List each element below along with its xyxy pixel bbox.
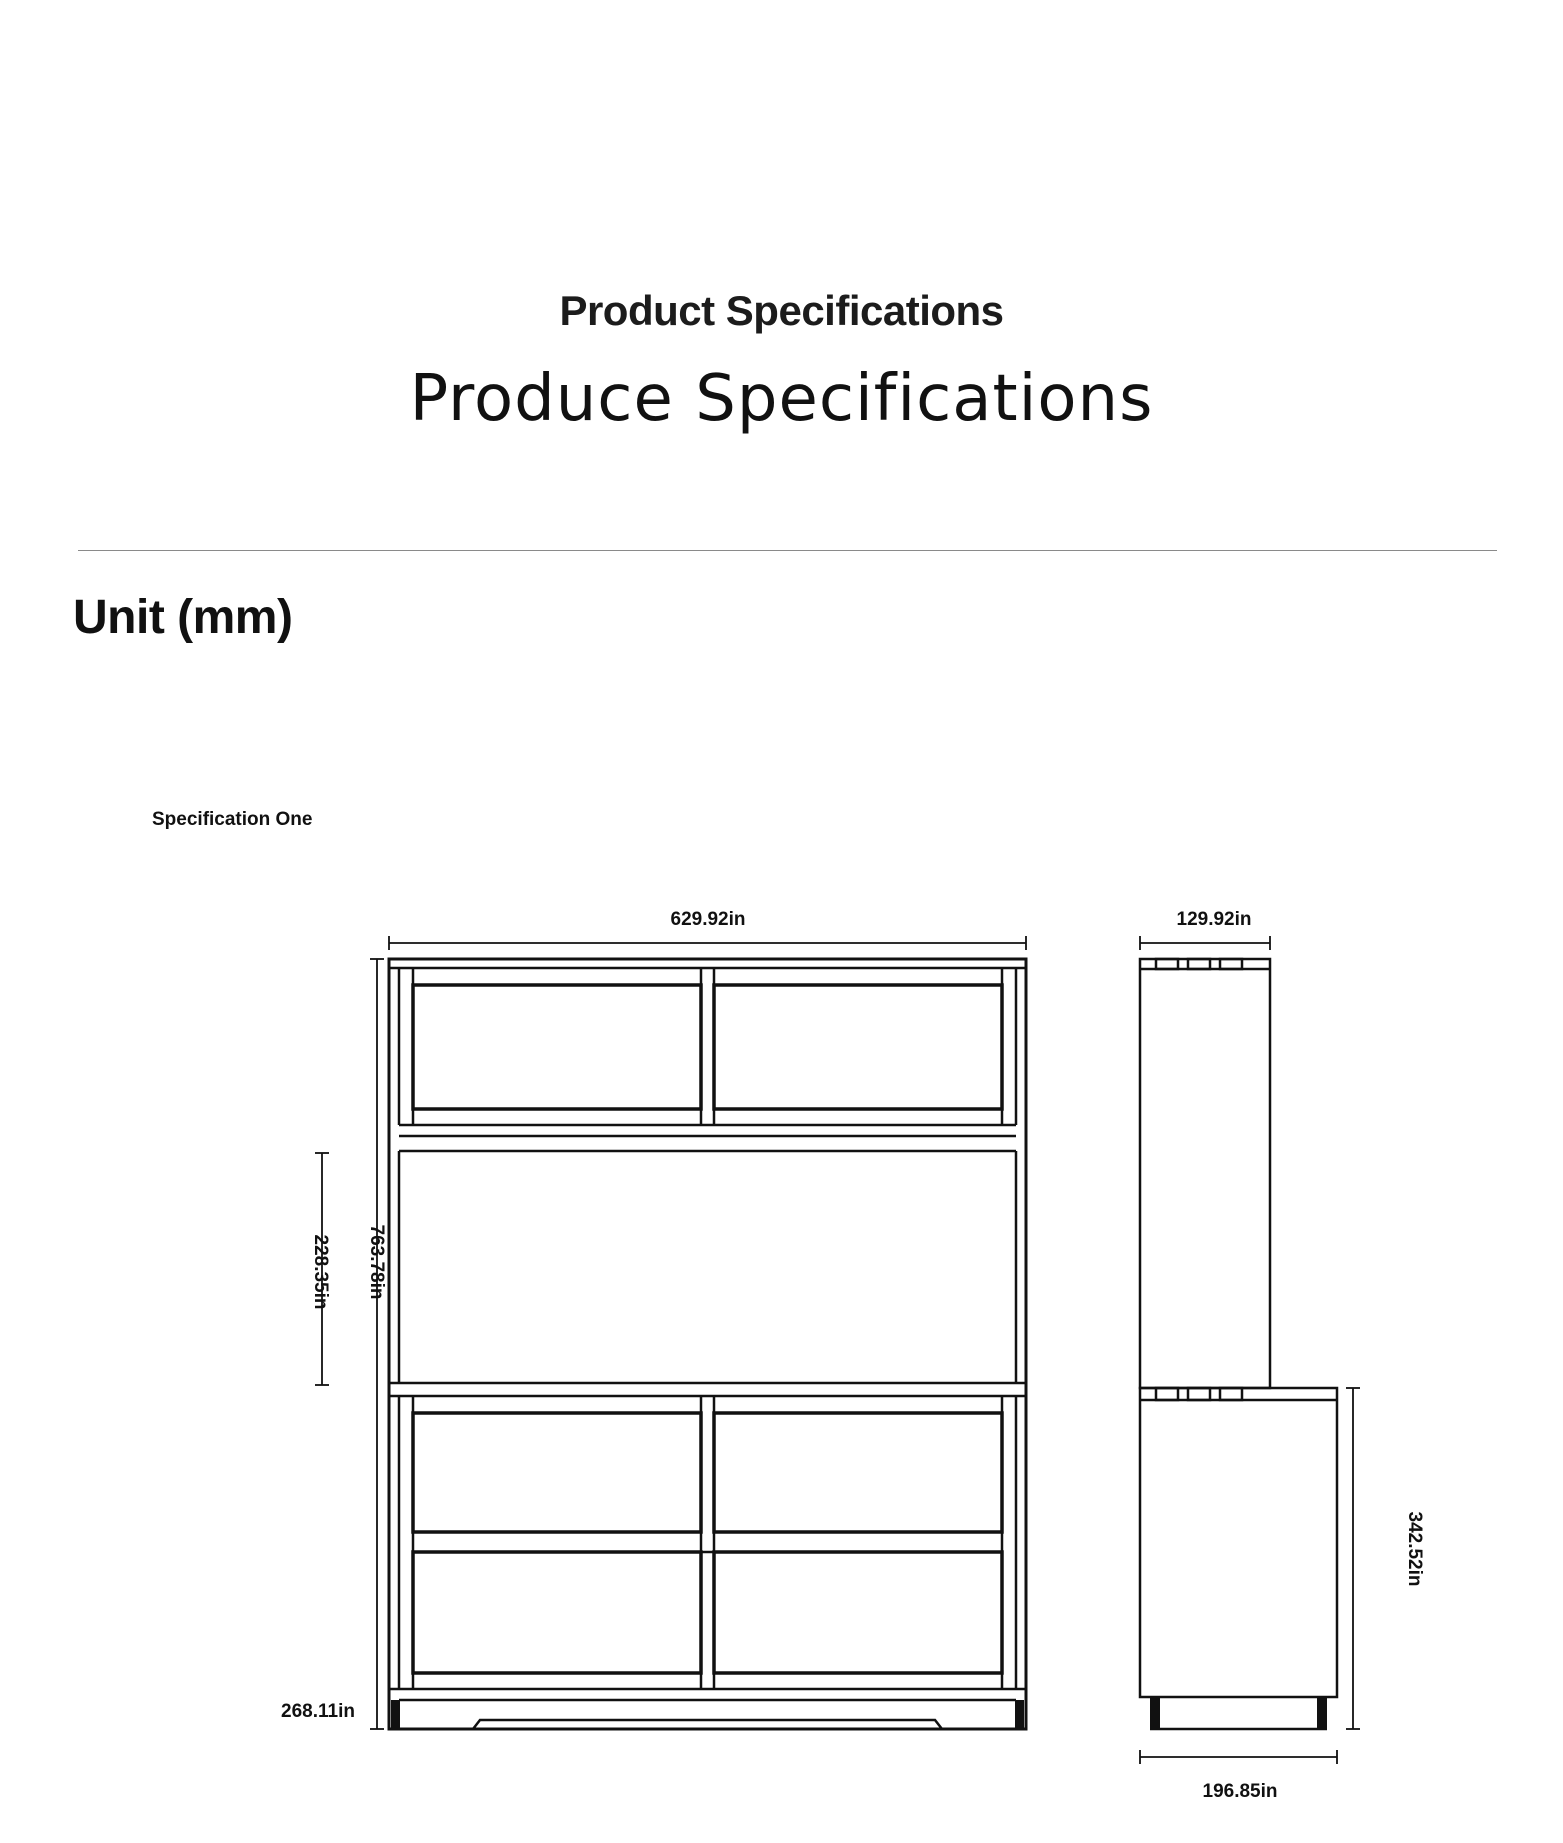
side-view [1140, 959, 1337, 1729]
dim-side-lower-height-label: 342.52in [1404, 1511, 1425, 1587]
front-lower-right-drawer-1 [714, 1413, 1002, 1532]
page-title: Product Specifications [559, 287, 1004, 334]
side-top-notch-1 [1156, 959, 1178, 969]
side-top-notch-3 [1220, 959, 1242, 969]
side-mid-notch-1 [1156, 1388, 1178, 1400]
side-right-foot [1317, 1697, 1327, 1729]
front-view [389, 959, 1026, 1729]
side-top-notch-2 [1188, 959, 1210, 969]
side-lower-body [1140, 1388, 1337, 1697]
front-lower-right-drawer-2 [714, 1552, 1002, 1673]
side-upper-body [1140, 959, 1270, 1388]
dim-front-height-label: 763.78in [366, 1224, 387, 1300]
front-lower-left-drawer-2 [413, 1552, 701, 1673]
side-mid-notch-3 [1220, 1388, 1242, 1400]
front-outer-frame [389, 959, 1026, 1729]
side-left-foot [1150, 1697, 1160, 1729]
dim-side-top-depth-label: 129.92in [1176, 909, 1252, 930]
page-subtitle: Produce Specifications [409, 362, 1154, 436]
front-upper-right-drawer [714, 985, 1002, 1109]
front-lower-left-drawer-1 [413, 1413, 701, 1532]
dimension-lines [315, 936, 1360, 1764]
front-right-foot [1015, 1700, 1024, 1729]
dim-middle-opening-label: 228.35in [310, 1234, 331, 1310]
dim-side-bottom-depth-label: 196.85in [1202, 1781, 1278, 1802]
unit-label: Unit (mm) [73, 591, 293, 644]
front-left-foot [391, 1700, 400, 1729]
dim-base-height-label: 268.11in [281, 1701, 355, 1722]
specification-label: Specification One [152, 809, 313, 830]
front-upper-left-drawer [413, 985, 701, 1109]
side-mid-notch-2 [1188, 1388, 1210, 1400]
dim-front-width-label: 629.92in [670, 909, 746, 930]
